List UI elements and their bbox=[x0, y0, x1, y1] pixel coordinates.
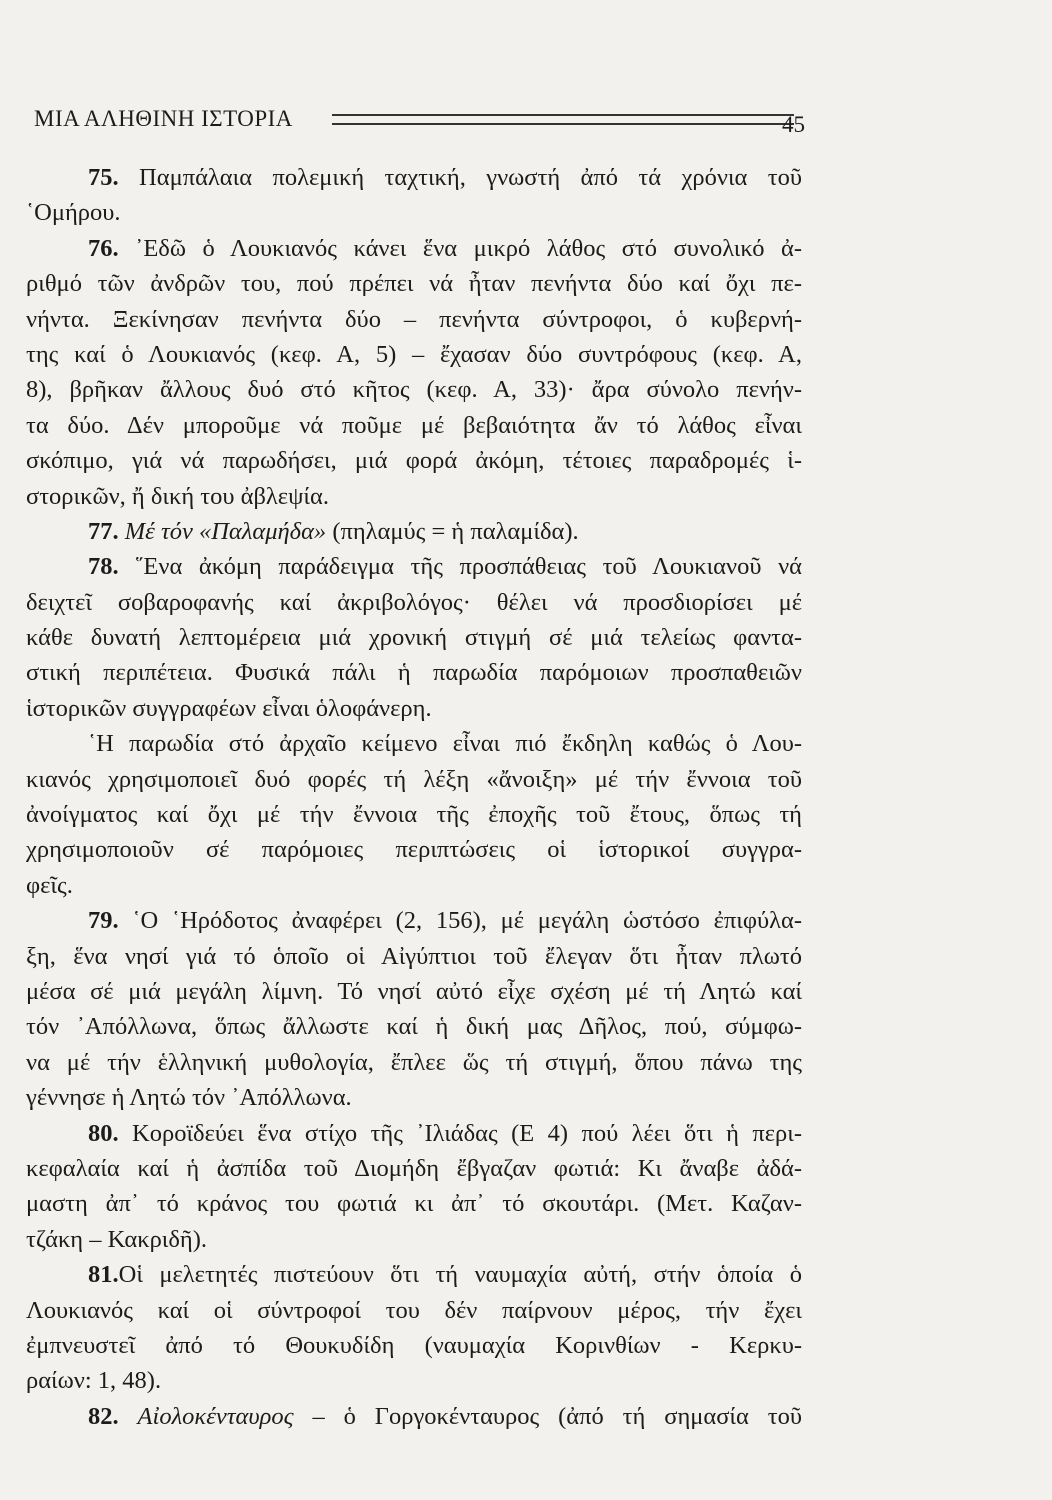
note-76-line-6: τα δύο. Δέν μποροῦμε νά ποῦμε μέ βεβαιότητα ἄν τό λάθος εἶναι bbox=[26, 411, 802, 439]
note-79-line-5: να μέ τήν ἑλληνική μυθολογία, ἔπλεε ὥς τή στιγμή, ὅπου πάνω της bbox=[26, 1048, 802, 1076]
note-number: 81. bbox=[88, 1261, 119, 1289]
note-number: 79. bbox=[88, 907, 119, 935]
note-78-para2-line-1: ῾Η παρωδία στό ἀρχαῖο κείμενο εἶναι πιό ἔκδηλη καθώς ὁ Λου- bbox=[88, 730, 802, 758]
note-76-line-3: νήντα. Ξεκίνησαν πενήντα δύο – πενήντα σύντροφοι, ὁ κυβερνή- bbox=[26, 305, 802, 333]
note-79-line-6: γέννησε ἡ Λητώ τόν ᾿Απόλλωνα. bbox=[26, 1084, 352, 1112]
note-number: 77. bbox=[88, 517, 119, 545]
note-79-line-1 bbox=[26, 903, 802, 938]
running-header bbox=[34, 100, 814, 140]
note-80-line-2: κεφαλαία καί ἡ ἀσπίδα τοῦ Διομήδη ἔβγαζαν φωτιά: Κι ἄναβε ἀδά- bbox=[26, 1154, 802, 1182]
note-81-line-2: Λουκιανός καί οἱ σύντροφοί του δέν παίρνουν μέρος, τήν ἔχει bbox=[26, 1296, 802, 1324]
running-title: ΜΙΑ ΑΛΗΘΙΝΗ ΙΣΤΟΡΙΑ bbox=[34, 106, 293, 131]
note-82-line-1 bbox=[26, 1399, 802, 1434]
note-78-line-3: κάθε δυνατή λεπτομέρεια μιά χρονική στιγμή σέ μιά τελείως φαντα- bbox=[26, 624, 802, 652]
note-number: 78. bbox=[88, 553, 119, 581]
note-79-line-3: μέσα σέ μιά μεγάλη λίμνη. Τό νησί αὐτό εἶχε σχέση μέ τή Λητώ καί bbox=[26, 977, 802, 1005]
note-number: 82. bbox=[88, 1402, 119, 1430]
page-number: 45 bbox=[782, 112, 805, 137]
note-76-line-7: σκόπιμο, γιά νά παρωδήσει, μιά φορά ἀκόμη, τέτοιες παραδρομές ἱ- bbox=[26, 447, 802, 475]
note-81-line-3: ἐμπνευστεῖ ἀπό τό Θουκυδίδη (ναυμαχία Κορινθίων - Κερκυ- bbox=[26, 1331, 802, 1359]
note-79-line-2: ξη, ἕνα νησί γιά τό ὁποῖο οἱ Αἰγύπτιοι τοῦ ἔλεγαν ὅτι ἦταν πλωτό bbox=[26, 942, 802, 970]
note-text: ῞Ενα ἀκόμη παράδειγμα τῆς προσπάθειας τοῦ Λουκιανοῦ νά bbox=[135, 553, 803, 581]
note-80-line-1 bbox=[26, 1116, 802, 1151]
note-76-line-8: στορικῶν, ἤ δική του ἀβλεψία. bbox=[26, 482, 329, 510]
note-76-line-5: 8), βρῆκαν ἄλλους δυό στό κῆτος (κεφ. Α, 33)· ἄρα σύνολο πενήν- bbox=[26, 376, 802, 404]
note-number: 76. bbox=[88, 234, 119, 262]
note-76-line-4: της καί ὁ Λουκιανός (κεφ. Α, 5) – ἔχασαν δύο συντρόφους (κεφ. Α, bbox=[26, 340, 802, 368]
note-number: 75. bbox=[88, 164, 119, 191]
note-text: Κοροϊδεύει ἕνα στίχο τῆς ᾿Ιλιάδας (Ε 4) πού λέει ὅτι ἡ περι- bbox=[132, 1119, 803, 1147]
note-78-para2-line-2: κιανός χρησιμοποιεῖ δυό φορές τή λέξη «ἄνοιξη» μέ τήν ἔννοια τοῦ bbox=[26, 765, 802, 793]
note-78-para2-line-5: φεῖς. bbox=[26, 871, 73, 899]
note-78-line-4: στική περιπέτεια. Φυσικά πάλι ἡ παρωδία παρόμοιων προσπαθειῶν bbox=[26, 659, 802, 687]
note-78-para2-line-4: χρησιμοποιοῦν σέ παρόμοιες περιπτώσεις οἱ ἱστορικοί συγγρα- bbox=[26, 836, 802, 864]
note-77-line-1 bbox=[26, 514, 802, 549]
note-text: – ὁ Γοργοκένταυρος (ἀπό τή σημασία τοῦ bbox=[312, 1402, 803, 1430]
note-78-para2-line-3: ἀνοίγματος καί ὄχι μέ τήν ἔννοια τῆς ἐποχῆς τοῦ ἔτους, ὅπως τή bbox=[26, 801, 802, 829]
note-75-line-2: ῾Ομήρου. bbox=[26, 199, 121, 227]
note-78-line-2: δειχτεῖ σοβαροφανής καί ἀκριβολόγος· θέλει νά προσδιορίσει μέ bbox=[26, 588, 802, 616]
note-78-line-1 bbox=[26, 549, 802, 584]
note-76-line-2: ριθμό τῶν ἀνδρῶν του, πού πρέπει νά ἦταν πενήντα δύο καί ὄχι πε- bbox=[26, 270, 802, 298]
note-text: Οἱ μελετητές πιστεύουν ὅτι τή ναυμαχία αὐτή, στήν ὁποία ὁ bbox=[118, 1261, 802, 1289]
note-italic-term: Μέ τόν «Παλαμήδα» bbox=[124, 517, 327, 545]
note-80-line-3: μαστη ἀπ᾿ τό κράνος του φωτιά κι ἀπ᾿ τό σκουτάρι. (Μετ. Καζαν- bbox=[26, 1190, 802, 1218]
notes-body bbox=[26, 160, 802, 1434]
note-text: (πηλαμύς = ἡ παλαμίδα). bbox=[332, 517, 579, 545]
note-76-line-1 bbox=[26, 231, 802, 266]
note-italic-term: Αἰολοκένταυρος bbox=[137, 1402, 294, 1430]
note-81-line-4: ραίων: 1, 48). bbox=[26, 1367, 162, 1395]
note-78-line-5: ἱστορικῶν συγγραφέων εἶναι ὁλοφάνερη. bbox=[26, 694, 432, 722]
note-text: Παμπάλαια πολεμική ταχτική, γνωστή ἀπό τά χρόνια τοῦ bbox=[139, 164, 803, 191]
note-81-line-1 bbox=[26, 1257, 802, 1292]
header-double-rule bbox=[332, 114, 794, 125]
note-80-line-4: τζάκη – Κακριδῆ). bbox=[26, 1225, 208, 1253]
note-79-line-4: τόν ᾿Απόλλωνα, ὅπως ἄλλωστε καί ἡ δική μας Δῆλος, πού, σύμφω- bbox=[26, 1013, 802, 1041]
note-number: 80. bbox=[88, 1119, 119, 1147]
note-text: ῾Ο ῾Ηρόδοτος ἀναφέρει (2, 156), μέ μεγάλη ὡστόσο ἐπιφύλα- bbox=[132, 907, 803, 935]
note-text: ᾿Εδῶ ὁ Λουκιανός κάνει ἕνα μικρό λάθος στό συνολικό ἀ- bbox=[135, 234, 802, 262]
note-75-line-1 bbox=[26, 160, 802, 195]
